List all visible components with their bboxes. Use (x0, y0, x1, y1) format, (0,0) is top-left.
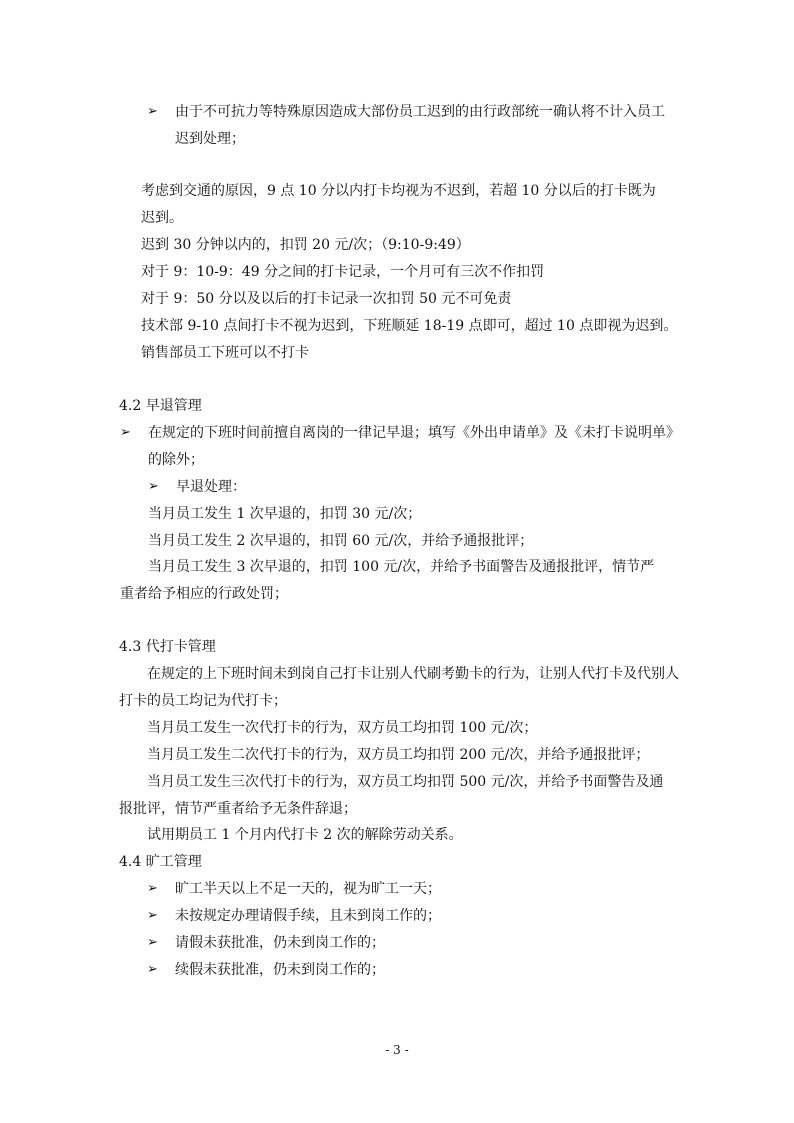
bullet-arrow-icon: ➢ (147, 908, 158, 923)
early-leave-rule-line2: 的除外； (148, 452, 204, 468)
late-rule-line2: 迟到。 (141, 210, 183, 226)
heading-4-3: 4.3 代打卡管理 (119, 639, 216, 655)
proxy-3-line1: 当月员工发生三次代打卡的行为，双方员工均扣罚 500 元/次，并给予书面警告及通 (147, 774, 664, 790)
late-rule-line1: 考虑到交通的原因，9 点 10 分以内打卡均视为不迟到，若超 10 分以后的打卡既为 (141, 183, 656, 199)
heading-4-4: 4.4 旷工管理 (119, 854, 202, 870)
late-exemption: 对于 9：10-9：49 分之间的打卡记录，一个月可有三次不作扣罚 (141, 264, 545, 280)
bullet-arrow-icon: ➢ (120, 425, 131, 440)
early-leave-2: 当月员工发生 2 次早退的，扣罚 60 元/次，并给予通报批评； (148, 533, 534, 549)
sales-dept-rule: 销售部员工下班可以不打卡 (141, 345, 309, 361)
proxy-2: 当月员工发生二次代打卡的行为，双方员工均扣罚 200 元/次，并给予通报批评； (147, 747, 650, 763)
proxy-rule-line2: 打卡的员工均记为代打卡； (119, 693, 287, 709)
early-leave-rule-line1: 在规定的下班时间前擅自离岗的一律记早退；填写《外出申请单》及《未打卡说明单》 (148, 425, 680, 441)
absence-item-3: 请假未获批准，仍未到岗工作的； (175, 935, 385, 951)
proxy-probation: 试用期员工 1 个月内代打卡 2 次的解除劳动关系。 (147, 827, 463, 843)
tech-dept-rule: 技术部 9-10 点间打卡不视为迟到，下班顺延 18-19 点即可，超过 10 点即视为迟到。 (141, 318, 678, 334)
proxy-3-line2: 报批评，情节严重者给予无条件辞退； (119, 801, 357, 817)
absence-item-2: 未按规定办理请假手续，且未到岗工作的； (175, 908, 441, 924)
early-leave-handling: 早退处理： (176, 479, 246, 495)
absence-item-1: 旷工半天以上不足一天的，视为旷工一天； (175, 881, 441, 897)
bullet-arrow-icon: ➢ (148, 479, 159, 494)
proxy-rule-line1: 在规定的上下班时间未到岗自己打卡让别人代刷考勤卡的行为，让别人代打卡及代别人 (147, 666, 679, 682)
heading-4-2: 4.2 早退管理 (119, 398, 202, 414)
bullet-arrow-icon: ➢ (147, 104, 158, 119)
early-leave-3-line2: 重者给予相应的行政处罚； (120, 586, 288, 602)
late-after-950: 对于 9：50 分以及以后的打卡记录一次扣罚 50 元不可免责 (141, 291, 512, 307)
bullet-arrow-icon: ➢ (147, 962, 158, 977)
bullet-arrow-icon: ➢ (147, 881, 158, 896)
late-penalty: 迟到 30 分钟以内的，扣罚 20 元/次；（9:10-9:49） (141, 237, 470, 253)
early-leave-3-line1: 当月员工发生 3 次早退的，扣罚 100 元/次，并给予书面警告及通报批评，情节严 (148, 559, 655, 575)
early-leave-1: 当月员工发生 1 次早退的，扣罚 30 元/次； (148, 506, 422, 522)
page-number: - 3 - (385, 1043, 409, 1057)
proxy-1: 当月员工发生一次代打卡的行为，双方员工均扣罚 100 元/次； (147, 720, 538, 736)
late-exception-line1: 由于不可抗力等特殊原因造成大部份员工迟到的由行政部统一确认将不计入员工 (175, 104, 665, 120)
late-exception-line2: 迟到处理； (175, 131, 245, 147)
absence-item-4: 续假未获批准，仍未到岗工作的； (175, 962, 385, 978)
bullet-arrow-icon: ➢ (147, 935, 158, 950)
